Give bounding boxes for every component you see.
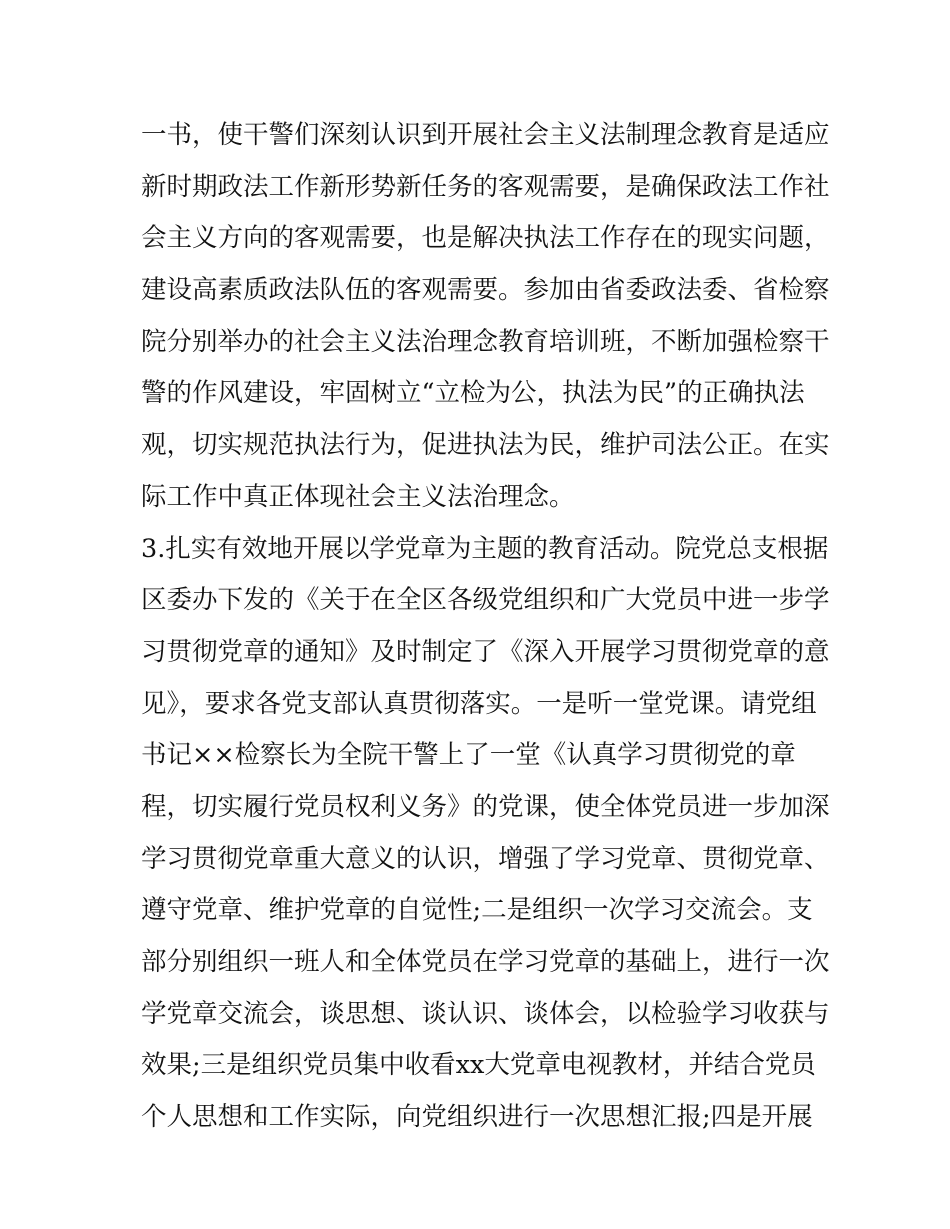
text-line: 区委办下发的《关于在全区各级党组织和广大党员中进一步学 (141, 585, 830, 616)
text-line: 遵守党章、维护党章的自觉性;二是组织一次学习交流会。支 (141, 895, 813, 926)
text-line: 见》，要求各党支部认真贯彻落实。一是听一堂党课。请党组 (141, 688, 817, 719)
text-line: 习贯彻党章的通知》及时制定了《深入开展学习贯彻党章的意 (141, 636, 830, 667)
text-line: 新时期政法工作新形势新任务的客观需要，是确保政法工作社 (141, 171, 830, 202)
text-line: 一书，使干警们深刻认识到开展社会主义法制理念教育是适应 (141, 120, 830, 150)
text-line: 会主义方向的客观需要，也是解决执法工作存在的现实问题， (141, 223, 830, 254)
text-line: 际工作中真正体现社会主义法治理念。 (141, 481, 575, 512)
text-line: 部分别组织一班人和全体党员在学习党章的基础上，进行一次 (141, 947, 830, 977)
text-line: 院分别举办的社会主义法治理念教育培训班，不断加强检察干 (141, 326, 830, 357)
text-line: 程，切实履行党员权利义务》的党课，使全体党员进一步加深 (141, 791, 830, 822)
text-line: 学党章交流会，谈思想、谈认识、谈体会，以检验学习收获与 (141, 998, 830, 1029)
body-text (141, 110, 830, 1144)
text-line: 警的作风建设，牢固树立“立检为公，执法为民”的正确执法 (141, 378, 805, 409)
text-line: 书记××检察长为全院干警上了一堂《认真学习贯彻党的章 (141, 740, 796, 771)
text-line: 3.扎实有效地开展以学党章为主题的教育活动。院党总支根据 (141, 533, 829, 564)
text-line: 效果;三是组织党员集中收看xx大党章电视教材，并结合党员 (141, 1050, 816, 1081)
text-line: 个人思想和工作实际，向党组织进行一次思想汇报;四是开展 (141, 1102, 813, 1133)
text-line: 学习贯彻党章重大意义的认识，增强了学习党章、贯彻党章、 (141, 843, 830, 874)
text-line: 观，切实规范执法行为，促进执法为民，维护司法公正。在实 (141, 430, 830, 461)
text-line: 建设高素质政法队伍的客观需要。参加由省委政法委、省检察 (141, 275, 830, 306)
